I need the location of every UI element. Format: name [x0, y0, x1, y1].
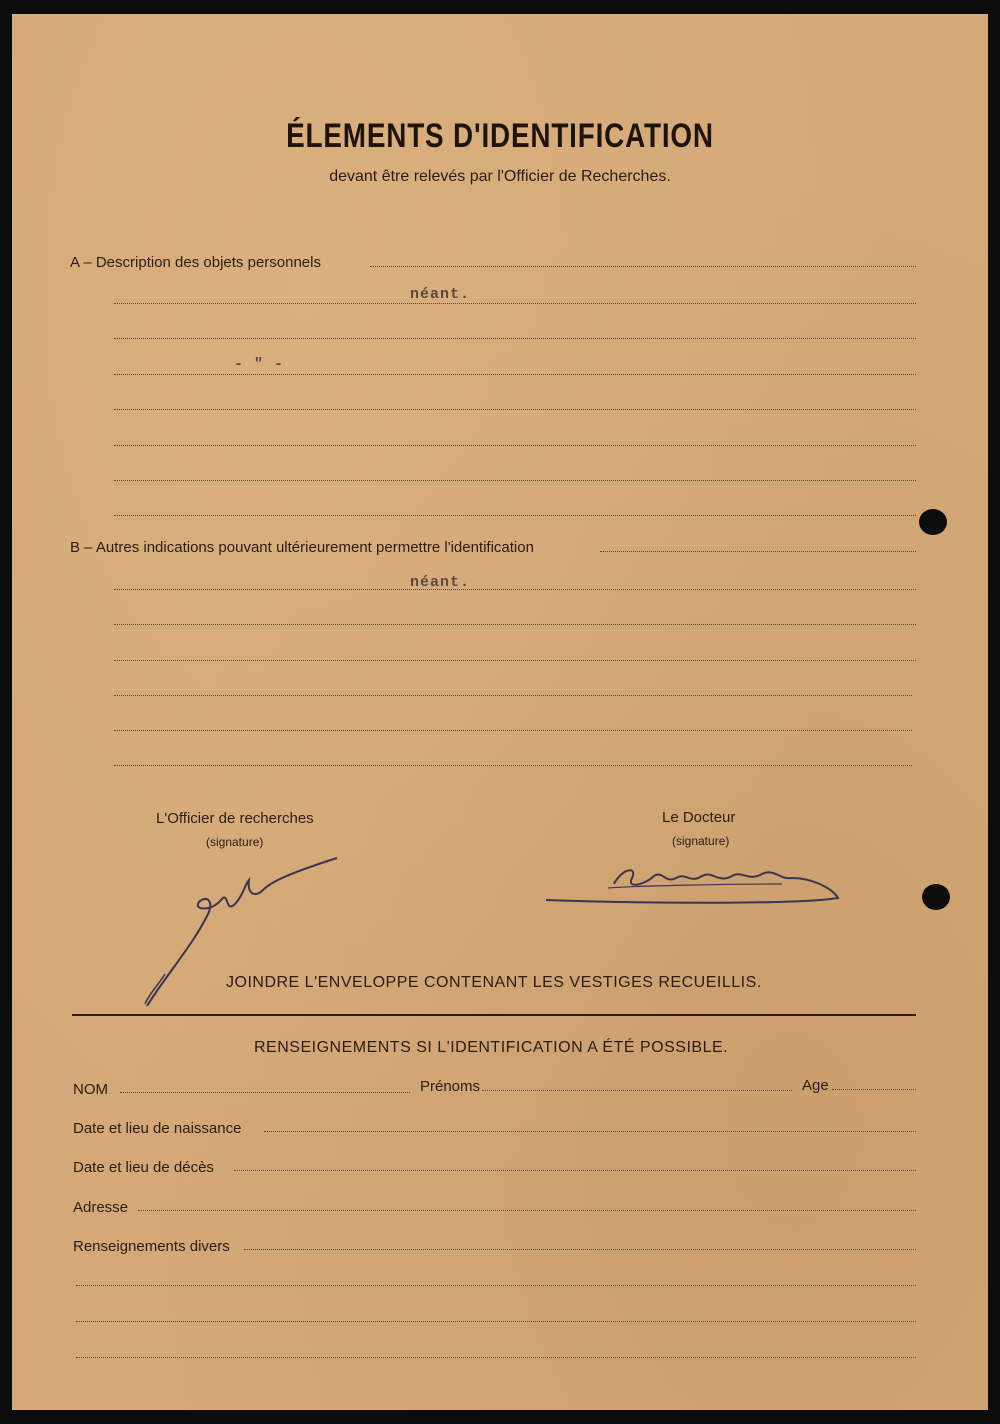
- doctor-signature-mark: [542, 854, 842, 914]
- naissance-label: Date et lieu de naissance: [73, 1120, 242, 1137]
- section-b-typed-value: néant.: [410, 574, 471, 591]
- section-a-label: A – Description des objets personnels: [70, 254, 321, 271]
- form-title: ÉLEMENTS D'IDENTIFICATION: [286, 117, 714, 155]
- section-a-line: [114, 480, 916, 481]
- divers-line: [76, 1321, 916, 1322]
- adresse-line: [138, 1210, 916, 1211]
- divers-line: [76, 1285, 916, 1286]
- age-line: [832, 1089, 916, 1090]
- nom-line: [120, 1092, 410, 1093]
- section-divider: [72, 1014, 916, 1016]
- section-a-typed-value: néant.: [410, 286, 471, 303]
- section-b-line: [114, 624, 916, 625]
- deces-label: Date et lieu de décès: [73, 1159, 214, 1176]
- section-b-line: [114, 660, 916, 661]
- section-b-label: B – Autres indications pouvant ultérieurement permettre l'identification: [70, 539, 534, 556]
- divers-line: [244, 1249, 916, 1250]
- prenoms-label: Prénoms: [420, 1078, 481, 1095]
- deces-line: [234, 1170, 916, 1171]
- section-b-line: [114, 589, 916, 590]
- section-a-line: [114, 338, 916, 339]
- divers-label: Renseignements divers: [73, 1238, 230, 1255]
- envelope-notice: JOINDRE L'ENVELOPPE CONTENANT LES VESTIGES RECUEILLIS.: [226, 974, 762, 991]
- section-a-line: [114, 409, 916, 410]
- section-a-line: [370, 266, 916, 267]
- officer-label: L'Officier de recherches: [156, 810, 314, 827]
- section-b-line: [114, 695, 912, 696]
- section-a-line: [114, 374, 916, 375]
- form-subtitle: devant être relevés par l'Officier de Recherches.: [329, 168, 671, 185]
- identification-heading: RENSEIGNEMENTS SI L'IDENTIFICATION A ÉTÉ POSSIBLE.: [254, 1039, 729, 1056]
- section-b-line: [114, 730, 912, 731]
- prenoms-line: [482, 1090, 792, 1091]
- section-a-line: [114, 445, 916, 446]
- adresse-label: Adresse: [73, 1199, 129, 1216]
- punch-hole: [919, 509, 947, 535]
- form-sheet: [12, 14, 988, 1410]
- doctor-label: Le Docteur: [662, 809, 736, 826]
- officer-signature-caption: (signature): [206, 835, 264, 849]
- section-a-typed-ditto: - " -: [234, 356, 285, 373]
- nom-label: NOM: [73, 1081, 108, 1098]
- section-a-line: [114, 303, 916, 304]
- naissance-line: [264, 1131, 916, 1132]
- section-b-line: [600, 551, 916, 552]
- punch-hole: [922, 884, 950, 910]
- divers-line: [76, 1357, 916, 1358]
- doctor-signature-caption: (signature): [672, 834, 730, 848]
- section-b-line: [114, 765, 912, 766]
- age-label: Age: [802, 1077, 829, 1094]
- section-a-line: [114, 515, 916, 516]
